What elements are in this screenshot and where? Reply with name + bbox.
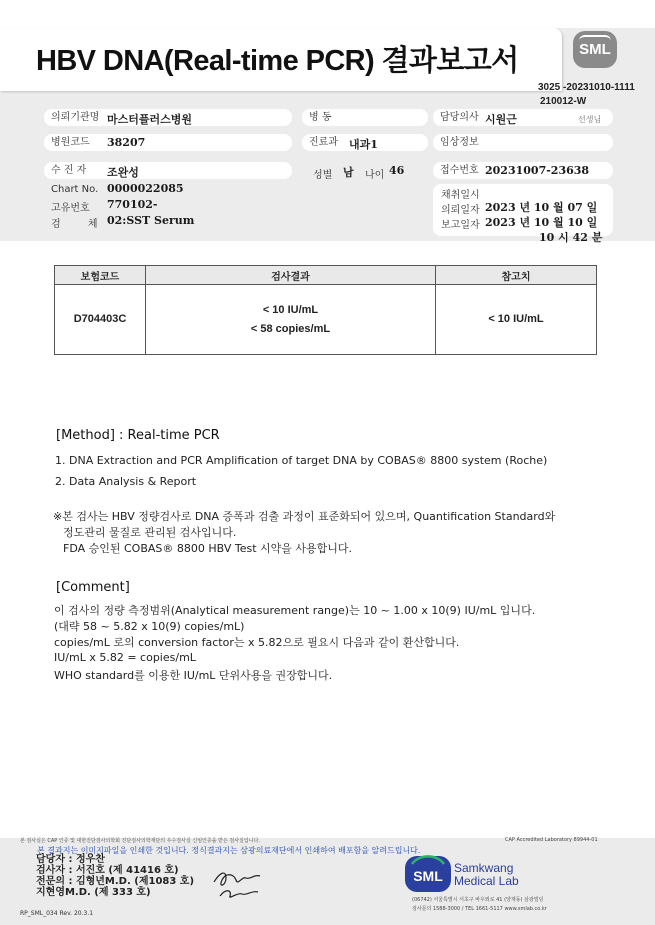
- sex-value: 남: [343, 166, 354, 179]
- table-row: [55, 285, 597, 355]
- result-iu: < 10 IU/mL: [262, 303, 319, 316]
- signature-icon: [212, 866, 264, 902]
- table-header-row: [55, 266, 597, 285]
- receipt-value: 20231007-23638: [485, 164, 590, 177]
- sex-label: 성별: [313, 170, 333, 181]
- document-code-suffix: 210012-W: [540, 96, 587, 107]
- comment-line: IU/mL x 5.82 = copies/mL: [54, 651, 196, 664]
- institution-label: 의뢰기관명: [51, 112, 100, 123]
- method-title: [Method] : Real-time PCR: [56, 428, 220, 443]
- staff-line: 담당자 : 정우찬: [36, 854, 105, 865]
- staff-line: 지현영M.D. (제 333 호): [36, 887, 151, 898]
- print-notice: 본 결과지는 이미지파일을 인쇄한 것입니다. 정식결과지는 삼광의료재단에서 인쇄하여 배포함을 알려드립니다.: [37, 846, 421, 855]
- col-insurance-code: 보험코드: [55, 266, 146, 285]
- col-result: 검사결과: [146, 266, 436, 285]
- method-item: 1. DNA Extraction and PCR Amplification of target DNA by COBAS® 8800 system (Roche): [55, 454, 548, 467]
- company-address: (06742) 서울특별시 서초구 바우뫼로 41 (양재동) 삼광빌딩: [412, 897, 544, 903]
- cell-insurance-code: D704403C: [55, 285, 146, 355]
- specimen-label: 검 체: [51, 219, 110, 230]
- hospital-code-label: 병원코드: [51, 137, 90, 148]
- unique-label: 고유번호: [51, 203, 90, 214]
- company-name: [454, 862, 519, 888]
- clinical-info-field: [433, 134, 613, 151]
- report-date: 2023 년 10 월 10 일: [485, 216, 598, 229]
- results-table: [54, 265, 597, 355]
- result-copies: < 58 copies/mL: [250, 322, 331, 335]
- unique-value: 770102-: [107, 198, 158, 211]
- patient-field: [44, 162, 292, 179]
- method-note: FDA 승인된 COBAS® 8800 HBV Test 시약을 사용합니다.: [63, 542, 353, 555]
- hospital-code-field: [44, 134, 292, 151]
- doctor-suffix: 선생님: [578, 115, 602, 124]
- cell-result: [146, 285, 436, 355]
- staff-line: 전문의 : 김형년M.D. (제1083 호): [36, 876, 195, 887]
- ward-field: [302, 109, 428, 126]
- method-note: 정도관리 물질로 관리된 검사입니다.: [63, 526, 237, 539]
- document-code: 3025 -20231010-1111: [538, 82, 635, 93]
- patient-label: 수 진 자: [51, 165, 87, 176]
- request-label: 의뢰일자: [441, 205, 480, 216]
- cell-reference: < 10 IU/mL: [436, 285, 597, 355]
- comment-line: copies/mL 로의 conversion factor는 x 5.82으로 필요시 다음과 같이 환산합니다.: [54, 636, 460, 649]
- comment-line: (대략 58 ~ 5.82 x 10(9) copies/mL): [54, 620, 245, 633]
- report-title: HBV DNA(Real-time PCR) 결과보고서: [36, 45, 519, 77]
- chart-value: 0000022085: [107, 182, 184, 195]
- department-label: 진료과: [309, 137, 338, 148]
- clinical-info-label: 임상정보: [440, 137, 479, 148]
- sml-logo-icon: SML: [573, 31, 617, 68]
- company-name-line-2: Medical Lab: [454, 874, 519, 888]
- ward-label: 병 동: [309, 112, 332, 123]
- age-label: 나이: [365, 170, 385, 181]
- doctor-value: 시원근: [485, 113, 517, 126]
- staff-line: 검사자 : 서진호 (제 41416 호): [36, 865, 179, 876]
- request-date: 2023 년 10 월 07 일: [485, 201, 598, 214]
- hospital-code-value: 38207: [107, 136, 146, 149]
- report-label: 보고일자: [441, 220, 480, 231]
- certification-text: 본 검사실은 CAP 인증 및 대한진단검사의학회 진단검사의학재단의 우수검사실 신임인증을 받은 검사실입니다.: [20, 838, 260, 844]
- age-value: 46: [389, 164, 405, 177]
- method-note: ※본 검사는 HBV 정량검사로 DNA 증폭과 검출 과정이 표준화되어 있으며, Quantification Standard와: [53, 510, 556, 523]
- department-value: 내과1: [349, 138, 378, 151]
- cap-text: CAP Accredited Laboratory 89944-01: [505, 837, 598, 843]
- specimen-value: 02:SST Serum: [107, 214, 195, 227]
- revision-code: RP_SML_034 Rev. 20.3.1: [20, 910, 94, 917]
- doctor-label: 담당의사: [440, 112, 479, 123]
- report-time: 10 시 42 분: [539, 231, 603, 244]
- receipt-label: 접수번호: [440, 165, 479, 176]
- method-item: 2. Data Analysis & Report: [55, 475, 197, 488]
- comment-line: 이 검사의 정량 측정범위(Analytical measurement range)는 10 ~ 1.00 x 10(9) IU/mL 입니다.: [54, 604, 536, 617]
- company-name-line-1: Samkwang: [454, 861, 514, 875]
- col-reference: 참고치: [436, 266, 597, 285]
- comment-title: [Comment]: [56, 580, 130, 595]
- sml-footer-logo-text: SML: [413, 868, 443, 884]
- company-contact: 검사문의 1588-3000 / TEL 1661-5117 www.smlab.co.kr: [412, 906, 547, 912]
- institution-value: 마스터플러스병원: [107, 113, 193, 126]
- collection-label: 채취일시: [441, 190, 480, 201]
- patient-value: 조완성: [107, 166, 139, 179]
- comment-line: WHO standard를 이용한 IU/mL 단위사용을 권장합니다.: [54, 669, 333, 682]
- chart-label: Chart No.: [51, 184, 99, 195]
